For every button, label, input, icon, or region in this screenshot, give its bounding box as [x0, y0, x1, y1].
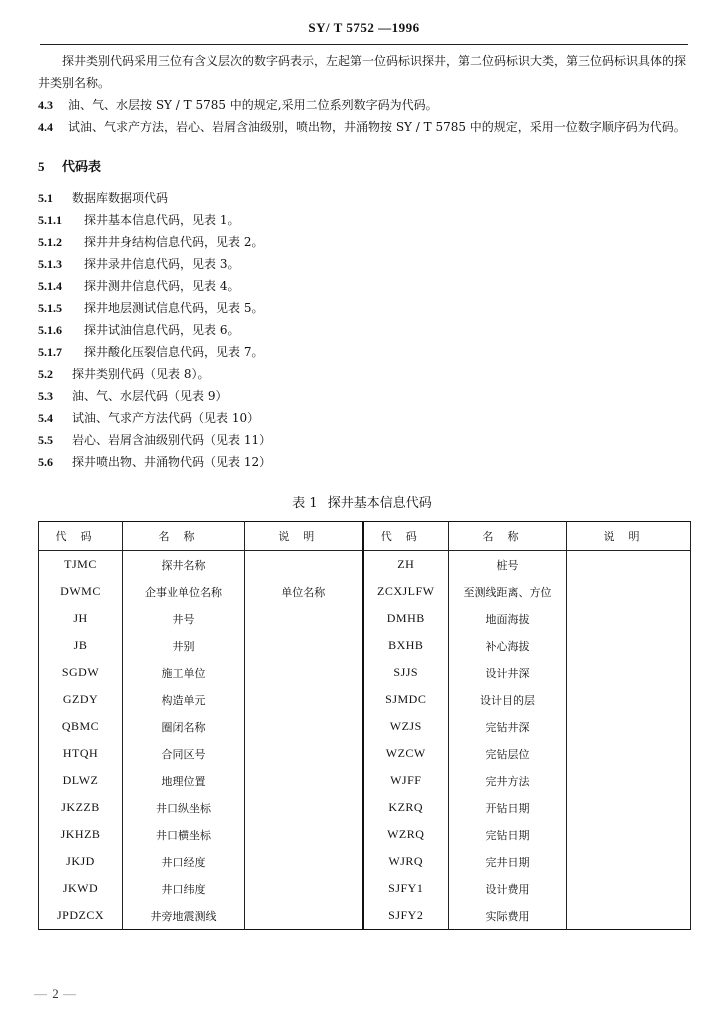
- cell-code: GZDY: [39, 686, 123, 713]
- cell-code: JH: [39, 605, 123, 632]
- cell-name: 施工单位: [123, 659, 245, 686]
- header-code-2: 代码: [363, 522, 449, 551]
- table-row: [39, 794, 691, 821]
- document-body: [38, 50, 690, 473]
- table-row: [39, 632, 691, 659]
- section-5-heading: [38, 156, 690, 179]
- table-row: [39, 821, 691, 848]
- cell-name: 井旁地震测线: [123, 902, 245, 930]
- item-text: 探井井身结构信息代码，见表 2。: [84, 235, 264, 249]
- cell-note: [245, 632, 363, 659]
- cell-note-2: [567, 848, 691, 875]
- cell-name: 圈闭名称: [123, 713, 245, 740]
- cell-note: [245, 659, 363, 686]
- table-header-row: [39, 522, 691, 551]
- table-row: [39, 740, 691, 767]
- section-item: [38, 275, 690, 297]
- item-number: 5.5: [38, 433, 53, 447]
- clause-text: 油、气、水层按 SY / T 5785 中的规定,采用二位系列数字码为代码。: [68, 98, 438, 112]
- cell-note: [245, 902, 363, 930]
- item-number: 5.1.3: [38, 257, 62, 271]
- section-item: [38, 231, 690, 253]
- header-name: 名称: [123, 522, 245, 551]
- cell-code-2: WJFF: [363, 767, 449, 794]
- cell-note: [245, 821, 363, 848]
- cell-name-2: 完钻层位: [449, 740, 567, 767]
- cell-name-2: 至测线距离、方位: [449, 578, 567, 605]
- item-text: 探井基本信息代码，见表 1。: [84, 213, 240, 227]
- item-text: 数据库数据项代码: [72, 191, 169, 205]
- item-number: 5.1.4: [38, 279, 62, 293]
- item-text: 探井录井信息代码，见表 3。: [84, 257, 240, 271]
- item-number: 5.1.5: [38, 301, 62, 315]
- cell-code: QBMC: [39, 713, 123, 740]
- cell-name-2: 完井日期: [449, 848, 567, 875]
- cell-name: 井号: [123, 605, 245, 632]
- cell-note: 单位名称: [245, 578, 363, 605]
- table-caption: 探井基本信息代码: [327, 496, 432, 511]
- cell-code: DWMC: [39, 578, 123, 605]
- cell-note-2: [567, 767, 691, 794]
- cell-name-2: 开钻日期: [449, 794, 567, 821]
- cell-code: DLWZ: [39, 767, 123, 794]
- table-row: [39, 686, 691, 713]
- cell-name-2: 完钻井深: [449, 713, 567, 740]
- table-row: [39, 659, 691, 686]
- cell-note: [245, 605, 363, 632]
- cell-note-2: [567, 659, 691, 686]
- header-code: 代码: [39, 522, 123, 551]
- cell-note: [245, 794, 363, 821]
- cell-note: [245, 848, 363, 875]
- cell-note-2: [567, 605, 691, 632]
- cell-note: [245, 740, 363, 767]
- item-number: 5.4: [38, 411, 53, 425]
- cell-name: 井口横坐标: [123, 821, 245, 848]
- cell-name-2: 设计费用: [449, 875, 567, 902]
- cell-name: 合同区号: [123, 740, 245, 767]
- cell-name-2: 完井方法: [449, 767, 567, 794]
- clause-number: 4.4: [38, 120, 53, 134]
- cell-name-2: 地面海拔: [449, 605, 567, 632]
- item-number: 5.1.1: [38, 213, 62, 227]
- cell-note: [245, 551, 363, 579]
- cell-code-2: WZCW: [363, 740, 449, 767]
- item-number: 5.2: [38, 367, 53, 381]
- cell-note: [245, 767, 363, 794]
- cell-note-2: [567, 902, 691, 930]
- header-note: 说明: [245, 522, 363, 551]
- cell-code: JKHZB: [39, 821, 123, 848]
- section-title: 代码表: [62, 160, 102, 175]
- header-name-2: 名称: [449, 522, 567, 551]
- cell-name-2: 设计目的层: [449, 686, 567, 713]
- cell-name: 构造单元: [123, 686, 245, 713]
- cell-note-2: [567, 821, 691, 848]
- section-item: [38, 341, 690, 363]
- item-text: 油、气、水层代码（见表 9）: [72, 389, 228, 403]
- item-text: 岩心、岩屑含油级别代码（见表 11）: [72, 433, 272, 447]
- cell-name: 井口纵坐标: [123, 794, 245, 821]
- clause-text: 试油、气求产方法，岩心、岩屑含油级别，喷出物，井涌物按 SY / T 5785 中的规定，采用一位数字顺序码为代码。: [68, 120, 686, 134]
- cell-code-2: SJJS: [363, 659, 449, 686]
- cell-code: SGDW: [39, 659, 123, 686]
- cell-name: 井别: [123, 632, 245, 659]
- item-number: 5.1.2: [38, 235, 62, 249]
- cell-code-2: SJFY1: [363, 875, 449, 902]
- cell-note-2: [567, 794, 691, 821]
- table-row: [39, 902, 691, 930]
- cell-note: [245, 686, 363, 713]
- table-body: [39, 551, 691, 930]
- item-text: 探井喷出物、井涌物代码（见表 12）: [72, 455, 272, 469]
- cell-code: JKWD: [39, 875, 123, 902]
- clause-number: 4.3: [38, 98, 53, 112]
- cell-code-2: DMHB: [363, 605, 449, 632]
- cell-code: TJMC: [39, 551, 123, 579]
- item-text: 探井酸化压裂信息代码，见表 7。: [84, 345, 264, 359]
- cell-name-2: 实际费用: [449, 902, 567, 930]
- cell-name: 井口经度: [123, 848, 245, 875]
- page-number: 2: [52, 986, 59, 1001]
- table-row: [39, 578, 691, 605]
- cell-note-2: [567, 632, 691, 659]
- item-text: 探井试油信息代码，见表 6。: [84, 323, 240, 337]
- table-label: 表 1: [292, 496, 318, 511]
- table-row: [39, 713, 691, 740]
- cell-name: 企事业单位名称: [123, 578, 245, 605]
- item-number: 5.3: [38, 389, 53, 403]
- cell-note: [245, 875, 363, 902]
- section-5-list: [38, 187, 690, 473]
- cell-note-2: [567, 578, 691, 605]
- table-1-title: [0, 492, 724, 511]
- cell-name: 井口纬度: [123, 875, 245, 902]
- section-item: [38, 429, 690, 451]
- cell-code-2: BXHB: [363, 632, 449, 659]
- cell-note-2: [567, 875, 691, 902]
- section-item: [38, 209, 690, 231]
- cell-note-2: [567, 740, 691, 767]
- cell-code: HTQH: [39, 740, 123, 767]
- section-item: [38, 385, 690, 407]
- item-text: 试油、气求产方法代码（见表 10）: [72, 411, 260, 425]
- section-item: [38, 297, 690, 319]
- table-row: [39, 848, 691, 875]
- cell-note-2: [567, 713, 691, 740]
- cell-name: 探井名称: [123, 551, 245, 579]
- paragraph-intro: 探井类别代码采用三位有含义层次的数字码表示，左起第一位码标识探井，第二位码标识大类，第三位码标识具体的探井类别名称。: [38, 54, 687, 90]
- table-row: [39, 551, 691, 579]
- section-item: [38, 319, 690, 341]
- cell-name-2: 设计井深: [449, 659, 567, 686]
- cell-code: JB: [39, 632, 123, 659]
- section-item: [38, 363, 690, 385]
- section-item: [38, 451, 690, 473]
- cell-code-2: ZH: [363, 551, 449, 579]
- cell-name-2: 完钻日期: [449, 821, 567, 848]
- page-footer: — 2 —: [34, 986, 77, 1001]
- cell-name: 地理位置: [123, 767, 245, 794]
- cell-code-2: ZCXJLFW: [363, 578, 449, 605]
- cell-note-2: [567, 686, 691, 713]
- section-number: 5: [38, 159, 45, 174]
- item-text: 探井类别代码（见表 8）。: [72, 367, 210, 381]
- cell-code-2: KZRQ: [363, 794, 449, 821]
- standard-header: [40, 20, 688, 45]
- cell-code: JPDZCX: [39, 902, 123, 930]
- clause-4-3: [38, 94, 690, 116]
- cell-code-2: WZJS: [363, 713, 449, 740]
- table-row: [39, 875, 691, 902]
- item-text: 探井测井信息代码，见表 4。: [84, 279, 240, 293]
- item-number: 5.1: [38, 191, 53, 205]
- cell-code-2: SJFY2: [363, 902, 449, 930]
- cell-code: JKZZB: [39, 794, 123, 821]
- section-item: [38, 253, 690, 275]
- cell-code-2: SJMDC: [363, 686, 449, 713]
- item-text: 探井地层测试信息代码，见表 5。: [84, 301, 264, 315]
- header-note-2: 说明: [567, 522, 691, 551]
- cell-note-2: [567, 551, 691, 579]
- table-row: [39, 767, 691, 794]
- table-1: [38, 521, 691, 930]
- cell-code: JKJD: [39, 848, 123, 875]
- cell-name-2: 补心海拔: [449, 632, 567, 659]
- section-item: [38, 187, 690, 209]
- cell-note: [245, 713, 363, 740]
- item-number: 5.1.6: [38, 323, 62, 337]
- item-number: 5.1.7: [38, 345, 62, 359]
- cell-name-2: 桩号: [449, 551, 567, 579]
- cell-code-2: WZRQ: [363, 821, 449, 848]
- clause-4-4: [38, 116, 690, 138]
- cell-code-2: WJRQ: [363, 848, 449, 875]
- table-row: [39, 605, 691, 632]
- standard-number: SY/ T 5752 —1996: [308, 20, 420, 35]
- item-number: 5.6: [38, 455, 53, 469]
- section-item: [38, 407, 690, 429]
